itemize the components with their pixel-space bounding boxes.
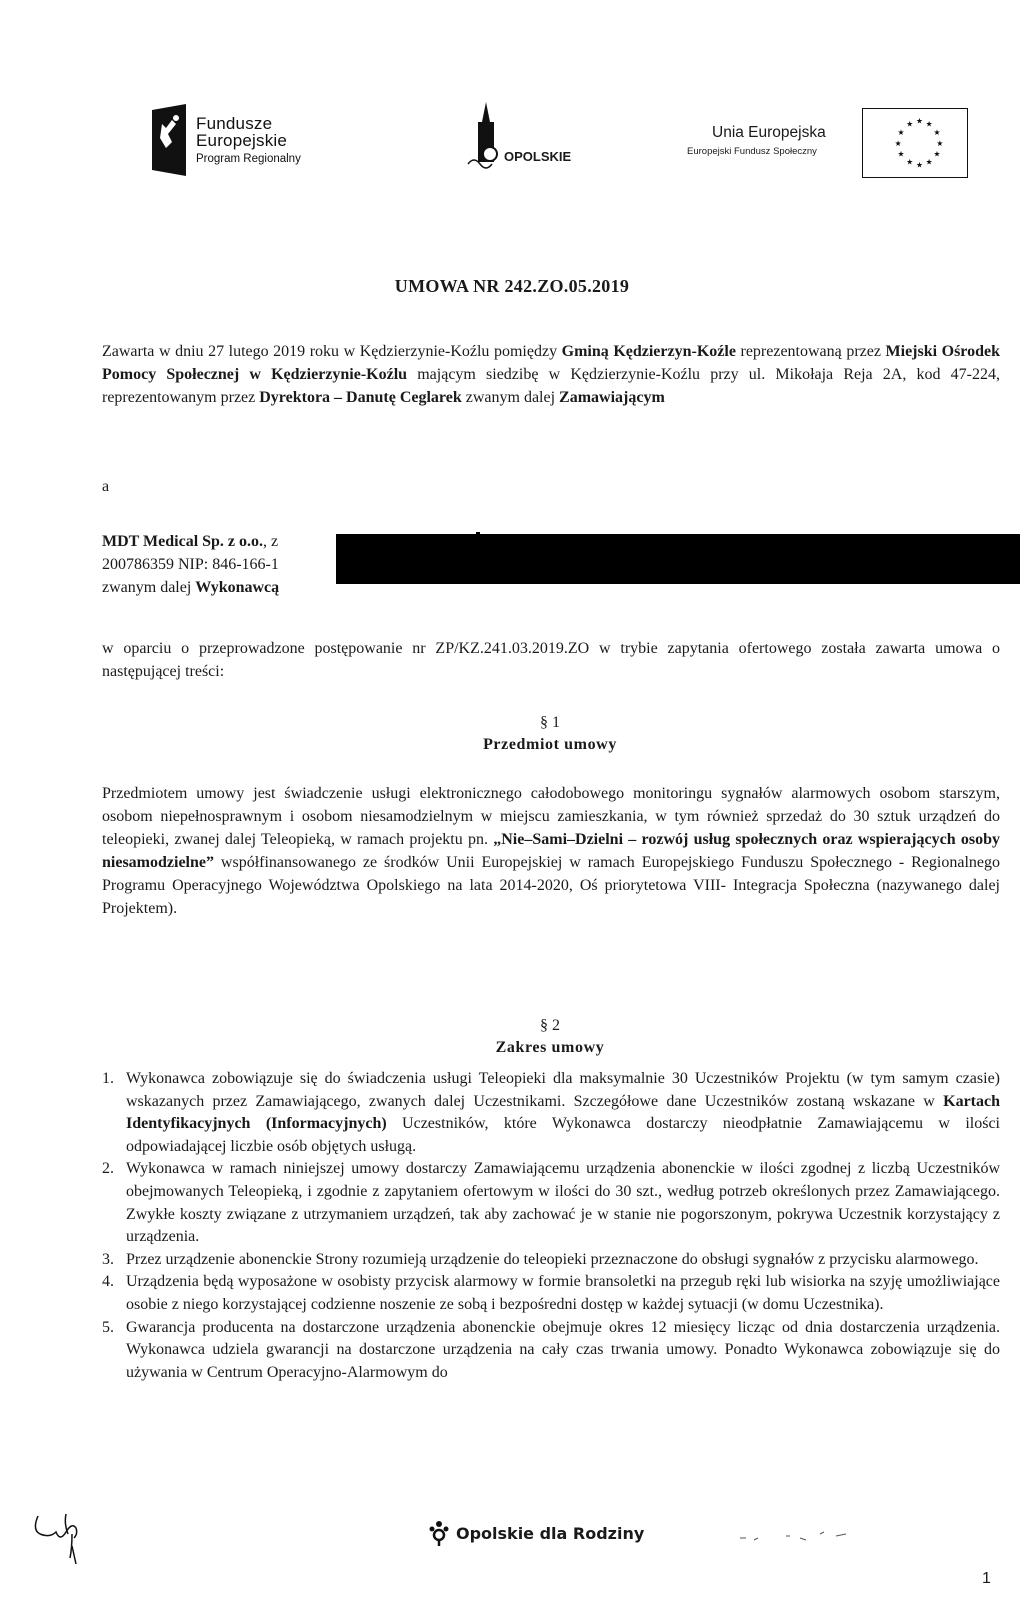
svg-text:★: ★ — [894, 138, 902, 148]
svg-text:★: ★ — [906, 157, 914, 167]
fe-line-3: Program Regionalny — [196, 153, 301, 166]
scope-item-4-text: Urządzenia będą wyposażone w osobisty przycisk alarmowy w formie bransoletki na przegub ręki lub wisiorka na szyję umożliwiające osobie z niego korzystającej codzienne noszenie ze sobą i bezpośredni dostęp w każdej sytuacji (w domu Uczestnika). — [126, 1273, 1000, 1313]
fe-line-2: Europejskie — [196, 131, 288, 151]
scope-item-4-number: 4. — [102, 1273, 114, 1291]
scribble-mark-icon — [740, 1530, 860, 1550]
intro-bold-4: Zamawiającym — [559, 389, 665, 406]
opolskie-dla-rodziny-logo — [428, 1520, 644, 1546]
brand-text: Opolskie dla Rodziny — [456, 1523, 645, 1543]
section-1-number: § 1 — [540, 714, 560, 731]
page-number: 1 — [982, 1570, 991, 1587]
scope-item-2 — [102, 1158, 1000, 1248]
opolskie-wordmark: OPOLSKIE — [504, 149, 572, 164]
eu-line-2: Europejski Fundusz Społeczny — [687, 146, 817, 157]
basis-paragraph: w oparciu o przeprowadzone postępowanie nr ZP/KZ.241.03.2019.ZO w trybie zapytania ofertowego została zawarta umowa o następującej treści: — [102, 640, 1000, 680]
section-1-header — [0, 712, 1024, 756]
svg-text:★: ★ — [925, 119, 933, 129]
contractor-role: Wykonawcą — [195, 579, 280, 596]
initials-signature-icon — [28, 1510, 108, 1570]
svg-text:★: ★ — [915, 160, 923, 170]
fe-flag-icon — [150, 104, 188, 176]
intro-bold-2: Miejski Ośrodek Pomocy Społecznej w Kędzierzynie-Koźlu — [102, 343, 1001, 383]
intro-bold-3: Dyrektora – Danutę Ceglarek — [259, 389, 462, 406]
scope-item-3 — [102, 1249, 1000, 1272]
subject-text-1: Przedmiotem umowy jest świadczenie usługi elektronicznego całodobowego monitoringu sygnałów alarmowych osobom starszym, osobom niepełnosprawnym i osobom niesamodzielnym w miejscu zamieszkania, w tym również sprzedaż do 30 sztuk urządzeń do teleopieki, zwanej dalej Teleopieką, w ramach projektu pn. — [102, 785, 1000, 848]
opolskie-logo — [464, 102, 604, 172]
svg-text:★: ★ — [925, 157, 933, 167]
svg-text:★: ★ — [933, 149, 941, 159]
contractor-name-suffix: , z — [263, 533, 279, 550]
eu-line-1: Unia Europejska — [712, 124, 826, 141]
scope-item-5-number: 5. — [102, 1318, 114, 1336]
svg-text:★: ★ — [915, 116, 923, 126]
scope-item-3-text: Przez urządzenie abonenckie Strony rozumieją urządzenie do teleopieki przeznaczone do obsługi sygnałów z przycisku alarmowego. — [126, 1250, 979, 1268]
section-2-header — [0, 1015, 1024, 1059]
intro-text-3: mającym siedzibę w Kędzierzynie-Koźlu przy ul. Mikołaja Reja 2A, kod 47-224, reprezentowanym przez — [102, 366, 1001, 406]
scope-item-1-text-1: Wykonawca zobowiązuje się do świadczenia usługi Teleopieki dla maksymalnie 30 Uczestników Projektu (w tym samym czasie) wskazanych przez Zamawiającego, zwanych dalej Uczestnikami. Szczegółowe dane Uczestników zostaną wskazane w — [126, 1070, 1000, 1110]
contractor-name: MDT Medical Sp. z o.o. — [102, 533, 264, 550]
fundusze-europejskie-logo — [150, 104, 301, 176]
section-2-heading: Zakres umowy — [495, 1039, 605, 1056]
intro-text-1: Zawarta w dniu 27 lutego 2019 roku w Kędzierzynie-Koźlu pomiędzy — [102, 343, 562, 360]
section-1-heading: Przedmiot umowy — [483, 736, 617, 753]
redaction-mark — [476, 532, 480, 534]
section-2-number: § 2 — [540, 1017, 560, 1034]
scope-item-1-text-2: Uczestników, które Wykonawca dostarczy nieodpłatnie Zamawiającemu w ilości odpowiadającej liczbie osób objętych usługą. — [126, 1115, 1000, 1155]
contractor-ids: 200786359 NIP: 846-166-1 — [102, 556, 279, 573]
svg-text:★: ★ — [897, 149, 905, 159]
scope-item-2-text: Wykonawca w ramach niniejszej umowy dostarczy Zamawiającemu urządzenia abonenckie w ilości zgodnej z liczbą Uczestników obejmowanych Teleopieką, i zgodnie z zapytaniem ofertowym w ilości do 30 szt., według potrzeb określonych przez Zamawiającego. Zwykłe koszty związane z utrzymaniem urządzeń, tak aby zachować je w stanie nie pogorszonym, pokrywa Uczestnik korzystający z urządzenia. — [126, 1160, 1000, 1246]
fe-line-1: Fundusze — [196, 113, 273, 133]
svg-text:★: ★ — [933, 128, 941, 138]
svg-text:★: ★ — [897, 128, 905, 138]
contractor-label: zwanym dalej — [102, 579, 196, 596]
contractor-party — [102, 530, 337, 599]
conjunction-a: a — [102, 478, 110, 495]
subject-project-name: „Nie–Sami–Dzielni – rozwój usług społecznych oraz wspierających osoby niesamodzielne” — [102, 831, 1001, 871]
page-footer — [0, 1510, 1024, 1601]
scope-item-1 — [102, 1068, 1000, 1158]
scope-item-4 — [102, 1271, 1000, 1316]
scope-item-5 — [102, 1317, 1000, 1385]
eu-stars-flag-icon — [862, 108, 968, 178]
scope-item-3-number: 3. — [102, 1250, 114, 1268]
logo-bar — [0, 100, 1024, 190]
subject-text-2: współfinansowanego ze środków Unii Europejskiej w ramach Europejskiego Funduszu Społecznego - Regionalnego Programu Operacyjnego Województwa Opolskiego na lata 2014-2020, Oś priorytetowa VIII- Integracja Społeczna (nazywanego dalej Projektem). — [102, 854, 1000, 917]
family-figures-icon — [428, 1520, 450, 1546]
subject-paragraph — [102, 782, 1000, 920]
scope-item-1-bold: Kartach Identyfikacyjnych (Informacyjnych) — [126, 1092, 1000, 1133]
intro-text-2: reprezentowaną przez — [735, 343, 886, 360]
svg-text:★: ★ — [936, 138, 944, 148]
scope-item-5-text: Gwarancja producenta na dostarczone urządzenia abonenckie obejmuje okres 12 miesięcy licząc od dnia dostarczenia urządzenia. Wykonawca udziela gwarancji na dostarczone urządzenia na cały czas trwania umowy. Ponadto Wykonawca zobowiązuje się do używania w Centrum Operacyjno-Alarmowym do — [126, 1318, 1000, 1381]
intro-bold-1: Gminą Kędzierzyn-Koźle — [561, 343, 736, 360]
scope-list — [102, 1068, 1000, 1384]
svg-text:★: ★ — [906, 119, 914, 129]
intro-text-4: zwanym dalej — [461, 389, 560, 406]
scope-item-1-number: 1. — [102, 1070, 114, 1087]
intro-paragraph — [102, 340, 1000, 409]
scope-item-2-number: 2. — [102, 1160, 114, 1178]
redaction-block — [336, 534, 1020, 584]
document-title: UMOWA NR 242.ZO.05.2019 — [394, 276, 630, 296]
